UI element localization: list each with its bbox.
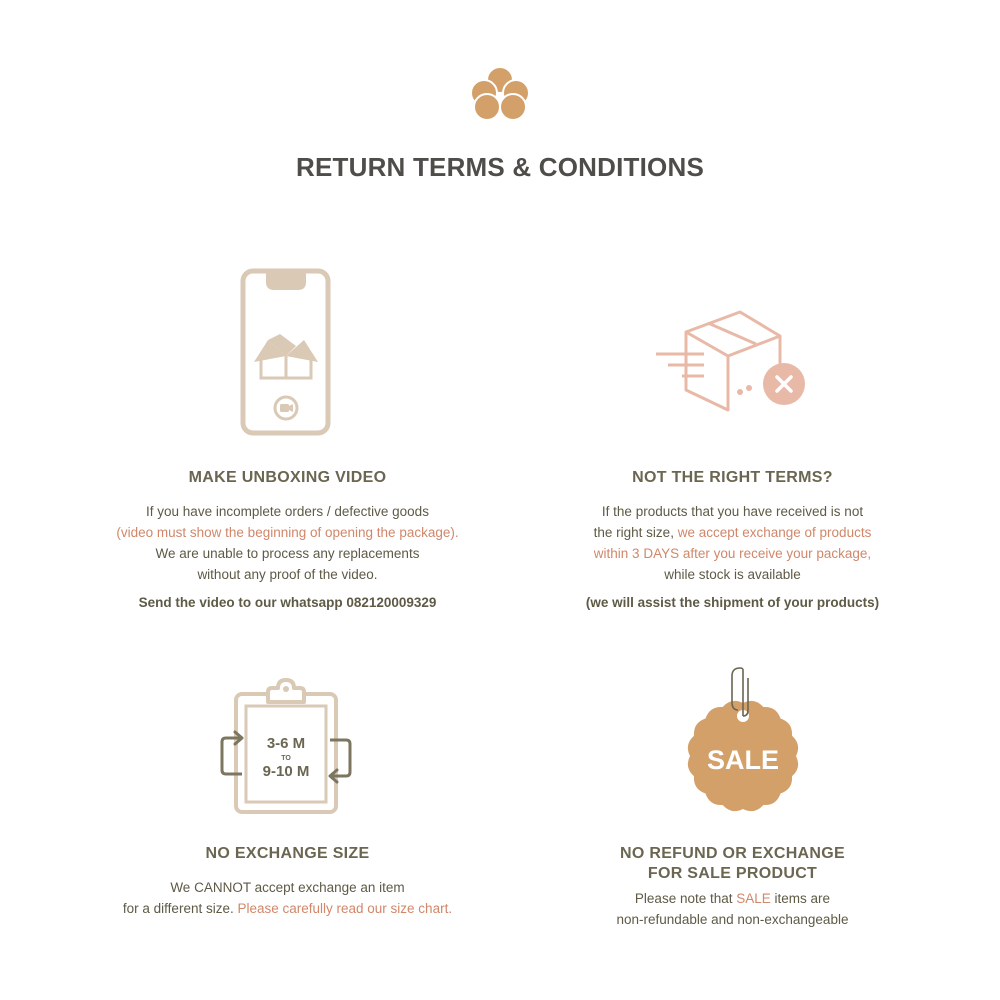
wrong-terms-text-3: within 3 DAYS after you receive your package, [593, 546, 872, 561]
shipment-note: (we will assist the shipment of your products) [585, 595, 880, 610]
sale-text-1a: Please note that [634, 891, 737, 906]
wrong-terms-text-1: If the products that you have received is not [601, 504, 864, 519]
wrong-terms-text-4: while stock is available [664, 567, 801, 582]
size-from-label: 3-6 M [266, 735, 306, 752]
unboxing-text-4: without any proof of the video. [197, 567, 378, 582]
exchange-size-text-2a: for a different size. [122, 901, 238, 916]
sale-text-1b: SALE [736, 891, 771, 906]
page-title: RETURN TERMS & CONDITIONS [296, 152, 704, 182]
exchange-size-heading: NO EXCHANGE SIZE [205, 845, 370, 862]
size-to-word: TO [281, 755, 291, 762]
unboxing-text-3: We are unable to process any replacements [155, 546, 420, 561]
unboxing-heading: MAKE UNBOXING VIDEO [188, 469, 387, 486]
exchange-size-text-1: We CANNOT accept exchange an item [170, 880, 405, 895]
exchange-size-section [60, 844, 515, 919]
wrong-terms-text-2b: we accept exchange of products [677, 525, 872, 540]
sale-heading-1: NO REFUND OR EXCHANGE [620, 845, 845, 862]
unboxing-section [60, 468, 515, 613]
sale-tag-text: SALE [706, 745, 780, 775]
unboxing-text-1: If you have incomplete orders / defective goods [146, 504, 429, 519]
phone-video-icon [238, 268, 334, 438]
sale-text-2: non-refundable and non-exchangeable [616, 912, 849, 927]
size-chart-note: Please carefully read our size chart. [237, 901, 453, 916]
size-to-label: 9-10 M [262, 763, 310, 780]
unboxing-text-2: (video must show the beginning of opening the package). [116, 525, 459, 540]
cotton-flower-logo [465, 64, 535, 122]
sale-heading-2: FOR SALE PRODUCT [647, 865, 818, 882]
whatsapp-note: Send the video to our whatsapp 082120009329 [138, 595, 437, 610]
wrong-terms-section [505, 468, 960, 613]
wrong-terms-heading: NOT THE RIGHT TERMS? [632, 469, 833, 486]
clipboard-size-icon [218, 678, 354, 816]
wrong-terms-text-2a: the right size, [593, 525, 678, 540]
sale-text-1c: items are [770, 891, 831, 906]
box-x-icon [652, 308, 812, 420]
sale-tag-icon [680, 666, 806, 818]
sale-section [505, 844, 960, 930]
